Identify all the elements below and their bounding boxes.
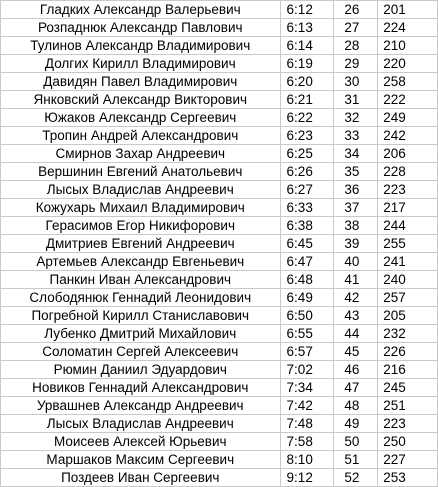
place-cell[interactable]: 37 (334, 199, 378, 217)
table-row (1, 361, 438, 379)
place-cell[interactable]: 49 (334, 415, 378, 433)
bib-number-cell[interactable]: 250 (378, 433, 438, 451)
participant-name-cell[interactable]: Урвашнев Александр Андреевич (1, 397, 281, 415)
table-row (1, 73, 438, 91)
finish-time-cell[interactable]: 6:47 (280, 253, 334, 271)
participant-name-cell[interactable]: Тулинов Александр Владимирович (1, 37, 281, 55)
place-cell[interactable]: 32 (334, 109, 378, 127)
bib-number-cell[interactable]: 228 (378, 163, 438, 181)
place-cell[interactable]: 50 (334, 433, 378, 451)
finish-time-cell[interactable]: 7:02 (280, 361, 334, 379)
place-cell[interactable]: 30 (334, 73, 378, 91)
bib-number-cell[interactable]: 217 (378, 199, 438, 217)
participant-name-cell[interactable]: Слободянюк Геннадий Леонидович (1, 289, 281, 307)
finish-time-cell[interactable]: 6:27 (280, 181, 334, 199)
table-row (1, 1, 438, 19)
participant-name-cell[interactable]: Тропин Андрей Александрович (1, 127, 281, 145)
place-cell[interactable]: 41 (334, 271, 378, 289)
bib-number-cell[interactable]: 206 (378, 145, 438, 163)
participant-name-cell[interactable]: Соломатин Сергей Алексеевич (1, 343, 281, 361)
place-cell[interactable]: 27 (334, 19, 378, 37)
finish-time-cell[interactable]: 6:50 (280, 307, 334, 325)
place-cell[interactable]: 31 (334, 91, 378, 109)
finish-time-cell[interactable]: 9:12 (280, 469, 334, 487)
place-cell[interactable]: 43 (334, 307, 378, 325)
place-cell[interactable]: 26 (334, 1, 378, 19)
place-cell[interactable]: 40 (334, 253, 378, 271)
participant-name-cell[interactable]: Янковский Александр Викторович (1, 91, 281, 109)
participant-name-cell[interactable]: Смирнов Захар Андреевич (1, 145, 281, 163)
bib-number-cell[interactable]: 223 (378, 181, 438, 199)
table-row (1, 55, 438, 73)
participant-name-cell[interactable]: Кожухарь Михаил Владимирович (1, 199, 281, 217)
participant-name-cell[interactable]: Панкин Иван Александрович (1, 271, 281, 289)
table-row (1, 109, 438, 127)
participant-name-cell[interactable]: Лысых Владислав Андреевич (1, 415, 281, 433)
bib-number-cell[interactable]: 253 (378, 469, 438, 487)
finish-time-cell[interactable]: 6:49 (280, 289, 334, 307)
place-cell[interactable]: 42 (334, 289, 378, 307)
table-row (1, 235, 438, 253)
place-cell[interactable]: 51 (334, 451, 378, 469)
table-row (1, 199, 438, 217)
participant-name-cell[interactable]: Герасимов Егор Никифорович (1, 217, 281, 235)
participant-name-cell[interactable]: Давидян Павел Владимирович (1, 73, 281, 91)
bib-number-cell[interactable]: 255 (378, 235, 438, 253)
participant-name-cell[interactable]: Погребной Кирилл Станиславович (1, 307, 281, 325)
table-row (1, 433, 438, 451)
finish-time-cell[interactable]: 6:57 (280, 343, 334, 361)
participant-name-cell[interactable]: Вершинин Евгений Анатольевич (1, 163, 281, 181)
participant-name-cell[interactable]: Дмитриев Евгений Андреевич (1, 235, 281, 253)
finish-time-cell[interactable]: 6:48 (280, 271, 334, 289)
table-row (1, 91, 438, 109)
participant-name-cell[interactable]: Гладких Александр Валерьевич (1, 1, 281, 19)
place-cell[interactable]: 36 (334, 181, 378, 199)
place-cell[interactable]: 38 (334, 217, 378, 235)
finish-time-cell[interactable]: 6:14 (280, 37, 334, 55)
participant-name-cell[interactable]: Лысых Владислав Андреевич (1, 181, 281, 199)
bib-number-cell[interactable]: 227 (378, 451, 438, 469)
bib-number-cell[interactable]: 220 (378, 55, 438, 73)
finish-time-cell[interactable]: 6:23 (280, 127, 334, 145)
bib-number-cell[interactable]: 245 (378, 379, 438, 397)
bib-number-cell[interactable]: 201 (378, 1, 438, 19)
table-row (1, 217, 438, 235)
finish-time-cell[interactable]: 6:12 (280, 1, 334, 19)
finish-time-cell[interactable]: 6:45 (280, 235, 334, 253)
place-cell[interactable]: 45 (334, 343, 378, 361)
finish-time-cell[interactable]: 6:19 (280, 55, 334, 73)
bib-number-cell[interactable]: 223 (378, 415, 438, 433)
finish-time-cell[interactable]: 6:21 (280, 91, 334, 109)
table-row (1, 181, 438, 199)
place-cell[interactable]: 52 (334, 469, 378, 487)
table-row (1, 379, 438, 397)
table-row (1, 469, 438, 487)
participant-name-cell[interactable]: Розпаднюк Александр Павлович (1, 19, 281, 37)
table-row (1, 37, 438, 55)
table-row (1, 253, 438, 271)
table-row (1, 415, 438, 433)
bib-number-cell[interactable]: 241 (378, 253, 438, 271)
finish-time-cell[interactable]: 6:13 (280, 19, 334, 37)
participant-name-cell[interactable]: Южаков Александр Сергеевич (1, 109, 281, 127)
place-cell[interactable]: 44 (334, 325, 378, 343)
table-row (1, 271, 438, 289)
participant-name-cell[interactable]: Маршаков Максим Сергеевич (1, 451, 281, 469)
participant-name-cell[interactable]: Долгих Кирилл Владимирович (1, 55, 281, 73)
finish-time-cell[interactable]: 6:38 (280, 217, 334, 235)
table-row (1, 163, 438, 181)
table-row (1, 397, 438, 415)
bib-number-cell[interactable]: 244 (378, 217, 438, 235)
place-cell[interactable]: 47 (334, 379, 378, 397)
table-row (1, 451, 438, 469)
participant-name-cell[interactable]: Поздеев Иван Сергеевич (1, 469, 281, 487)
finish-time-cell[interactable]: 7:58 (280, 433, 334, 451)
bib-number-cell[interactable]: 249 (378, 109, 438, 127)
bib-number-cell[interactable]: 242 (378, 127, 438, 145)
bib-number-cell[interactable]: 226 (378, 343, 438, 361)
participant-name-cell[interactable]: Рюмин Даниил Эдуардович (1, 361, 281, 379)
finish-time-cell[interactable]: 7:34 (280, 379, 334, 397)
table-row (1, 127, 438, 145)
table-row (1, 145, 438, 163)
table-row (1, 325, 438, 343)
bib-number-cell[interactable]: 232 (378, 325, 438, 343)
bib-number-cell[interactable]: 210 (378, 37, 438, 55)
bib-number-cell[interactable]: 257 (378, 289, 438, 307)
finish-time-cell[interactable]: 6:26 (280, 163, 334, 181)
place-cell[interactable]: 46 (334, 361, 378, 379)
table-row (1, 343, 438, 361)
participant-name-cell[interactable]: Моисеев Алексей Юрьевич (1, 433, 281, 451)
finish-time-cell[interactable]: 6:25 (280, 145, 334, 163)
place-cell[interactable]: 48 (334, 397, 378, 415)
bib-number-cell[interactable]: 240 (378, 271, 438, 289)
participant-name-cell[interactable]: Артемьев Александр Евгеньевич (1, 253, 281, 271)
table-row (1, 307, 438, 325)
place-cell[interactable]: 29 (334, 55, 378, 73)
results-table-body (1, 1, 438, 487)
finish-time-cell[interactable]: 6:22 (280, 109, 334, 127)
finish-time-cell[interactable]: 7:48 (280, 415, 334, 433)
participant-name-cell[interactable]: Новиков Геннадий Александрович (1, 379, 281, 397)
table-row (1, 289, 438, 307)
bib-number-cell[interactable]: 251 (378, 397, 438, 415)
finish-time-cell[interactable]: 7:42 (280, 397, 334, 415)
finish-time-cell[interactable]: 6:20 (280, 73, 334, 91)
finish-time-cell[interactable]: 6:33 (280, 199, 334, 217)
bib-number-cell[interactable]: 205 (378, 307, 438, 325)
bib-number-cell[interactable]: 258 (378, 73, 438, 91)
bib-number-cell[interactable]: 224 (378, 19, 438, 37)
bib-number-cell[interactable]: 222 (378, 91, 438, 109)
participant-name-cell[interactable]: Лубенко Дмитрий Михайлович (1, 325, 281, 343)
place-cell[interactable]: 39 (334, 235, 378, 253)
place-cell[interactable]: 35 (334, 163, 378, 181)
table-row (1, 19, 438, 37)
place-cell[interactable]: 33 (334, 127, 378, 145)
place-cell[interactable]: 34 (334, 145, 378, 163)
bib-number-cell[interactable]: 216 (378, 361, 438, 379)
place-cell[interactable]: 28 (334, 37, 378, 55)
finish-time-cell[interactable]: 6:55 (280, 325, 334, 343)
finish-time-cell[interactable]: 8:10 (280, 451, 334, 469)
